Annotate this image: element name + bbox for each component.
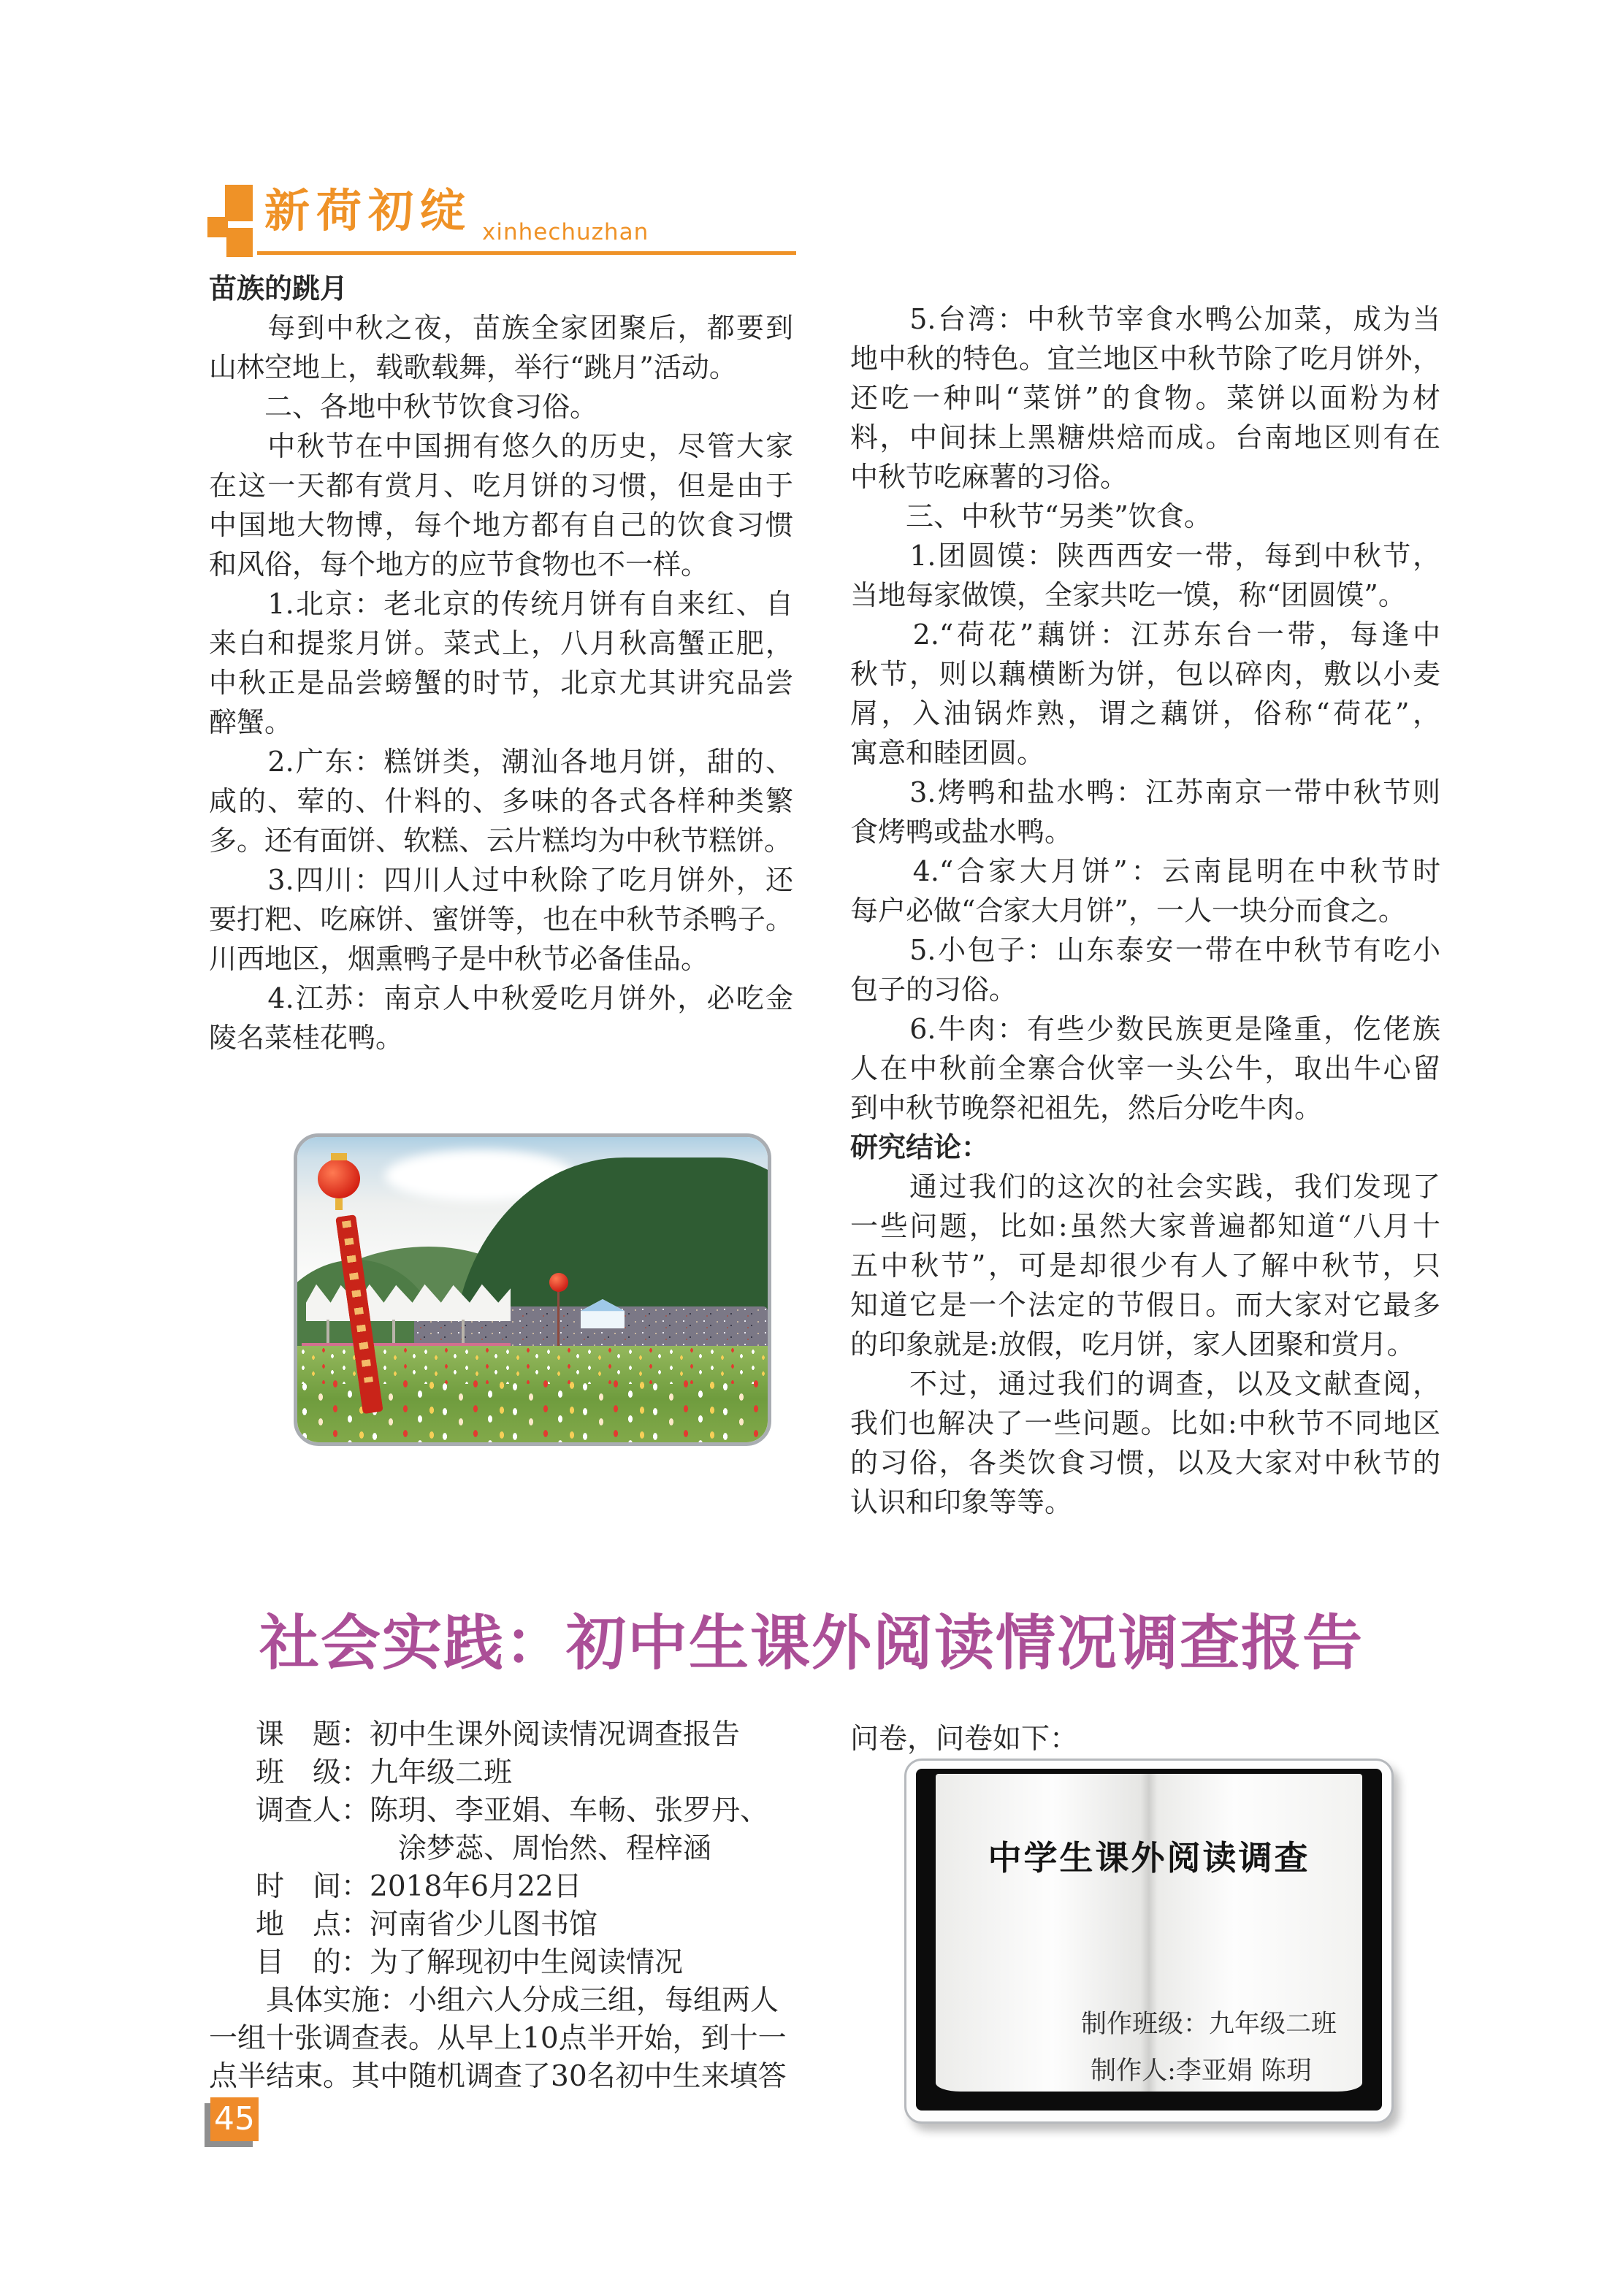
photo-red-lantern bbox=[318, 1159, 360, 1198]
conclusion-heading: 研究结论： bbox=[850, 1130, 990, 1163]
paragraph bbox=[850, 536, 1440, 615]
right-column bbox=[850, 299, 1440, 1522]
text-line: 山林空地上，载歌载舞，举行“跳月”活动。 bbox=[209, 351, 737, 383]
page-number-badge bbox=[210, 2097, 259, 2141]
text-line: 知道它是一个法定的节假日。而大家对它最多 bbox=[850, 1289, 1440, 1321]
text-line: 中秋节在中国拥有悠久的历史，尽管大家 bbox=[209, 430, 793, 462]
text-line: 寓意和睦团圆。 bbox=[850, 737, 1045, 769]
text-line: 4.“合家大月饼”：云南昆明在中秋节时 bbox=[850, 855, 1440, 887]
text-line: 2.广东：糕饼类，潮汕各地月饼，甜的、 bbox=[209, 746, 793, 778]
text-line: 3.烤鸭和盐水鸭：江苏南京一带中秋节则 bbox=[850, 776, 1440, 808]
left-column bbox=[209, 269, 793, 1057]
logo-squares-icon bbox=[207, 217, 228, 237]
text-line: 点半结束。其中随机调查了30名初中生来填答 bbox=[209, 2060, 787, 2093]
paragraph bbox=[209, 742, 793, 860]
text-line: 具体实施：小组六人分成三组，每组两人 bbox=[209, 1984, 779, 2017]
paragraph bbox=[209, 387, 793, 426]
text-line: 班 级：九年级二班 bbox=[256, 1756, 513, 1789]
text-line: 五中秋节”，可是却很少有人了解中秋节，只 bbox=[850, 1250, 1440, 1282]
detail-lines bbox=[209, 1716, 801, 1982]
text-line: 中秋正是品尝螃蟹的时节，北京尤其讲究品尝 bbox=[209, 667, 793, 699]
text-line: 要打粑、吃麻饼、蜜饼等，也在中秋节杀鸭子。 bbox=[209, 903, 793, 935]
report-title: 社会实践：初中生课外阅读情况调查报告 bbox=[259, 1608, 1364, 1678]
text-line: 在这一天都有赏月、吃月饼的习惯，但是由于 bbox=[209, 470, 793, 502]
text-line: 1.北京：老北京的传统月饼有自来红、自 bbox=[209, 588, 793, 620]
book-page-right bbox=[1149, 1774, 1362, 2092]
text-line: 醉蟹。 bbox=[209, 706, 293, 738]
text-line: 4.江苏：南京人中秋爱吃月饼外，必吃金 bbox=[209, 982, 793, 1014]
book-title: 中学生课外阅读调查 bbox=[988, 1838, 1310, 1878]
paragraph bbox=[209, 979, 793, 1057]
book-page-left bbox=[936, 1774, 1149, 2092]
book-cover bbox=[916, 1769, 1382, 2111]
paragraph bbox=[850, 1364, 1440, 1522]
report-details bbox=[209, 1716, 801, 2096]
magazine-logo-title: 新荷初绽 bbox=[264, 184, 473, 237]
text-line: 每户必做“合家大月饼”，一人一块分而食之。 bbox=[850, 895, 1406, 927]
text-line: 人在中秋前全寨合伙宰一头公牛，取出牛心留 bbox=[850, 1052, 1440, 1084]
text-line: 我们也解决了一些问题。比如:中秋节不同地区 bbox=[850, 1407, 1440, 1439]
text-line: 料，中间抹上黑糖烘焙而成。台南地区则有在 bbox=[850, 421, 1440, 454]
paragraph bbox=[209, 860, 793, 979]
text-line: 食烤鸭或盐水鸭。 bbox=[850, 816, 1073, 848]
text-line: 2.“荷花”藕饼：江苏东台一带，每逢中 bbox=[850, 619, 1440, 651]
header-rule bbox=[257, 251, 796, 255]
text-line: 到中秋节晚祭祀祖先，然后分吃牛肉。 bbox=[850, 1092, 1323, 1124]
text-line: 不过，通过我们的调查，以及文献查阅， bbox=[850, 1368, 1440, 1400]
paragraph bbox=[850, 852, 1440, 930]
text-line: 川西地区，烟熏鸭子是中秋节必备佳品。 bbox=[209, 943, 709, 975]
text-line: 包子的习俗。 bbox=[850, 973, 1017, 1006]
logo-squares-icon bbox=[225, 185, 253, 221]
text-line: 和风俗，每个地方的应节食物也不一样。 bbox=[209, 548, 709, 581]
text-line: 时 间：2018年6月22日 bbox=[256, 1870, 582, 1903]
paragraph bbox=[209, 426, 793, 584]
text-line: 二、各地中秋节饮食习俗。 bbox=[209, 391, 598, 423]
text-line: 一组十张调查表。从早上10点半开始，到十一 bbox=[209, 2022, 787, 2055]
text-line: 地中秋的特色。宜兰地区中秋节除了吃月饼外， bbox=[850, 343, 1440, 375]
text-line: 课 题：初中生课外阅读情况调查报告 bbox=[256, 1718, 741, 1751]
paragraph bbox=[850, 1167, 1440, 1364]
text-line: 调查人：陈玥、李亚娟、车畅、张罗丹、 bbox=[256, 1794, 769, 1827]
text-line: 1.团圆馍：陕西西安一带，每到中秋节， bbox=[850, 540, 1440, 572]
text-line: 中国地大物博，每个地方都有自己的饮食习惯 bbox=[209, 509, 793, 541]
text-line: 目 的：为了解现初中生阅读情况 bbox=[256, 1946, 684, 1979]
questionnaire-book bbox=[904, 1759, 1394, 2124]
text-line: 屑，入油锅炸熟，谓之藕饼，俗称“荷花”， bbox=[850, 697, 1440, 730]
text-line: 认识和印象等等。 bbox=[850, 1486, 1073, 1518]
book-author-line: 制作人:李亚娟 陈玥 bbox=[1091, 2056, 1312, 2086]
text-line: 来白和提浆月饼。菜式上，八月秋高蟹正肥， bbox=[209, 627, 793, 659]
text-line: 3.四川：四川人过中秋除了吃月饼外，还 bbox=[209, 864, 793, 896]
magazine-logo-pinyin: xinhechuzhan bbox=[482, 219, 649, 245]
page-number: 45 bbox=[214, 2100, 255, 2138]
text-line: 地 点：河南省少儿图书馆 bbox=[256, 1908, 598, 1941]
paragraph bbox=[850, 299, 1440, 497]
text-line: 当地每家做馍，全家共吃一馍，称“团圆馍”。 bbox=[850, 579, 1406, 611]
paragraph bbox=[209, 308, 793, 387]
text-line: 5.小包子：山东泰安一带在中秋节有吃小 bbox=[850, 934, 1440, 966]
paragraph bbox=[850, 773, 1440, 852]
book-class-line: 制作班级：九年级二班 bbox=[1080, 2010, 1337, 2039]
photo-red-balloon bbox=[549, 1273, 568, 1292]
text-line: 的习俗，各类饮食习惯，以及大家对中秋节的 bbox=[850, 1447, 1440, 1479]
paragraph bbox=[850, 1009, 1440, 1128]
text-line: 5.台湾：中秋节宰食水鸭公加菜，成为当 bbox=[850, 303, 1440, 335]
festival-photo bbox=[294, 1133, 771, 1446]
text-line: 通过我们的这次的社会实践，我们发现了 bbox=[850, 1171, 1440, 1203]
text-line: 中秋节吃麻薯的习俗。 bbox=[850, 461, 1129, 493]
text-line: 6.牛肉：有些少数民族更是隆重，仡佬族 bbox=[850, 1013, 1440, 1045]
text-line: 每到中秋之夜，苗族全家团聚后，都要到 bbox=[209, 312, 793, 344]
implementation-lines bbox=[209, 1982, 801, 2096]
questionnaire-intro: 问卷，问卷如下： bbox=[850, 1723, 1079, 1756]
text-line: 涂梦蕊、周怡然、程梓涵 bbox=[256, 1832, 712, 1865]
paragraph bbox=[850, 930, 1440, 1009]
text-line: 秋节，则以藕横断为饼，包以碎肉，敷以小麦 bbox=[850, 658, 1440, 690]
text-line: 还吃一种叫“菜饼”的食物。菜饼以面粉为材 bbox=[850, 382, 1440, 414]
subsection-heading: 苗族的跳月 bbox=[209, 272, 348, 305]
text-line: 多。还有面饼、软糕、云片糕均为中秋节糕饼。 bbox=[209, 824, 793, 857]
text-line: 三、中秋节“另类”饮食。 bbox=[850, 500, 1212, 532]
text-line: 的印象就是:放假，吃月饼，家人团聚和赏月。 bbox=[850, 1328, 1415, 1361]
text-line: 陵名菜桂花鸭。 bbox=[209, 1022, 404, 1054]
text-line: 咸的、荤的、什料的、多味的各式各样种类繁 bbox=[209, 785, 793, 817]
paragraph bbox=[209, 584, 793, 742]
text-line: 一些问题，比如:虽然大家普遍都知道“八月十 bbox=[850, 1210, 1440, 1242]
paragraph bbox=[850, 497, 1440, 536]
paragraph bbox=[850, 615, 1440, 773]
logo-squares-icon bbox=[226, 228, 253, 257]
